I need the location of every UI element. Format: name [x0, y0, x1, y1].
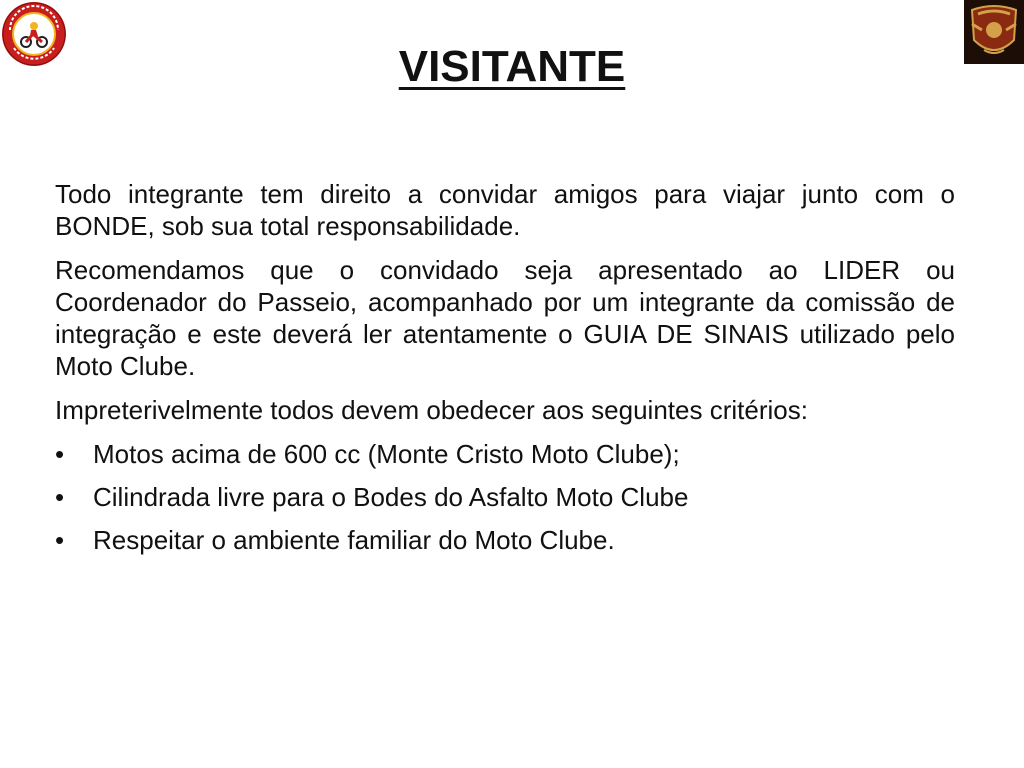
list-item-text: Cilindrada livre para o Bodes do Asfalto Moto Clube [93, 482, 689, 512]
slide-title: VISITANTE [398, 42, 626, 91]
bullet-icon: • [55, 482, 65, 512]
criteria-list [55, 438, 955, 556]
slide-content [55, 178, 955, 567]
list-item-text: Respeitar o ambiente familiar do Moto Clube. [93, 525, 615, 555]
paragraph-recommendation: Recomendamos que o convidado seja apresentado ao LIDER ou Coordenador do Passeio, acompanhado por um integrante da comissão de integração e este deverá ler atentamente o GUIA DE SINAIS utilizado pelo Moto Clube. [55, 255, 955, 381]
paragraph-invitation: Todo integrante tem direito a convidar amigos para viajar junto com o BONDE, sob sua total responsabilidade. [55, 179, 955, 241]
bullet-icon: • [55, 525, 65, 555]
list-item [55, 438, 955, 470]
list-item-text: Motos acima de 600 cc (Monte Cristo Moto Clube); [93, 439, 680, 469]
paragraph-criteria-intro: Impreterivelmente todos devem obedecer aos seguintes critérios: [55, 395, 808, 425]
list-item [55, 524, 955, 556]
list-item [55, 481, 955, 513]
bullet-icon: • [55, 439, 65, 469]
